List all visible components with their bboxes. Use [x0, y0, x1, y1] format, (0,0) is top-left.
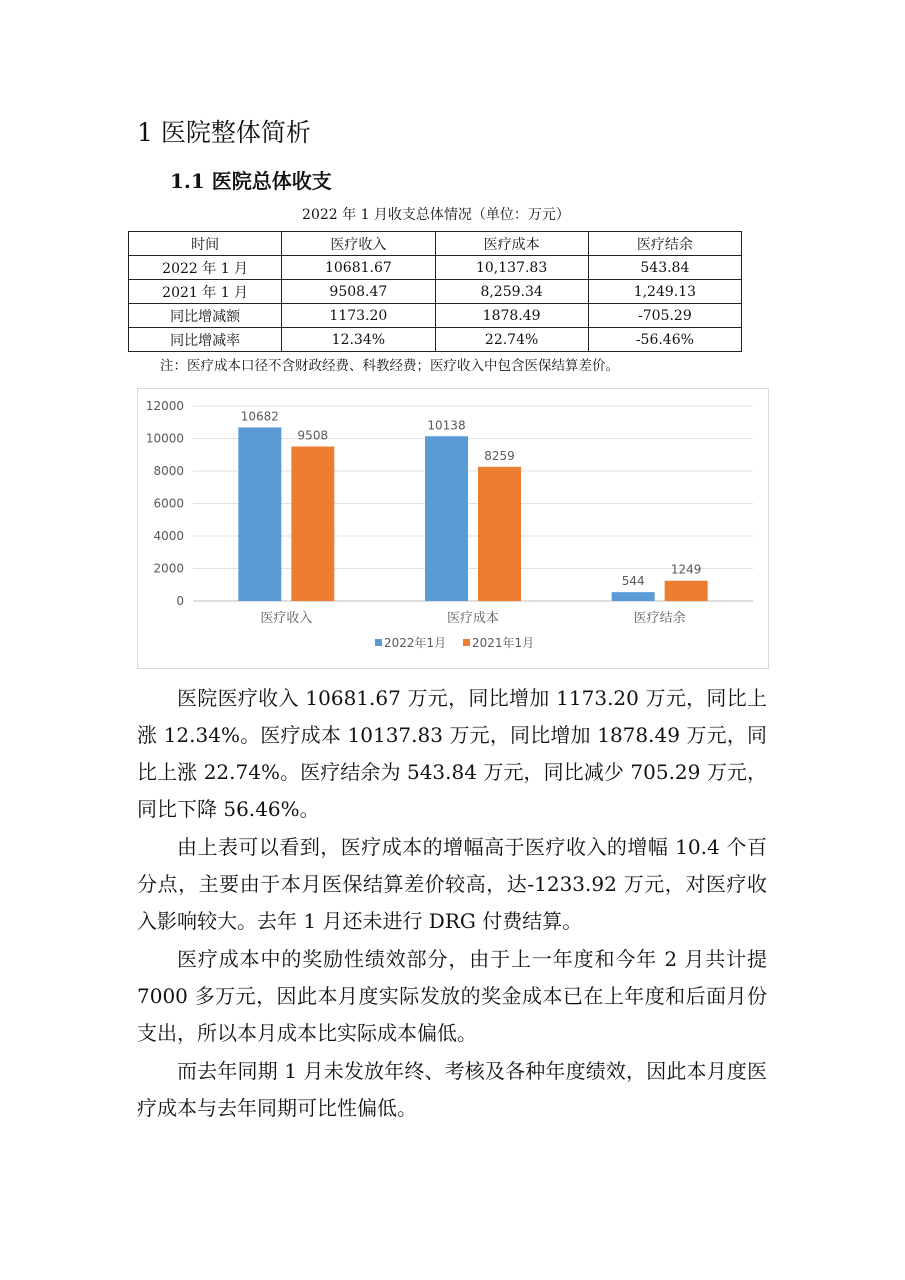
table-cell: 543.84 — [588, 256, 741, 280]
data-label: 10138 — [427, 418, 466, 433]
table-cell: -56.46% — [588, 328, 741, 352]
income-expense-table — [128, 231, 742, 352]
table-row — [129, 256, 742, 280]
table-cell: 1878.49 — [435, 304, 588, 328]
data-label: 1249 — [670, 562, 702, 577]
bar — [665, 581, 708, 601]
table-header-row — [129, 232, 742, 256]
header-cell: 医疗收入 — [282, 232, 435, 256]
data-label: 544 — [621, 574, 645, 589]
paragraph: 医疗成本中的奖励性绩效部分，由于上一年度和今年 2 月共计提 7000 多万元，因此本月度实际发放的奖金成本已在上年度和后面月份支出，所以本月成本比实际成本偏低。 — [137, 947, 767, 1045]
legend-label: 2021年1月 — [472, 636, 535, 650]
table-cell: 同比增减率 — [129, 328, 282, 352]
header-cell: 医疗成本 — [435, 232, 588, 256]
bar — [478, 467, 521, 601]
paragraph: 由上表可以看到，医疗成本的增幅高于医疗收入的增幅 10.4 个百分点，主要由于本月医保结算差价较高，达-1233.92 万元，对医疗收入影响较大。去年 1 月还未进行 DRG 付费结算。 — [137, 835, 767, 933]
y-tick-label: 6000 — [153, 496, 184, 511]
bar — [291, 446, 334, 601]
table-cell: 10681.67 — [282, 256, 435, 280]
bar — [238, 427, 281, 601]
table-cell: 2021 年 1 月 — [129, 280, 282, 304]
x-tick-label: 医疗结余 — [633, 611, 686, 626]
table-cell: 12.34% — [282, 328, 435, 352]
table-note: 注：医疗成本口径不含财政经费、科教经费；医疗收入中包含医保结算差价。 — [160, 358, 619, 374]
y-tick-label: 8000 — [153, 464, 184, 478]
y-tick-label: 2000 — [153, 561, 184, 576]
bar — [425, 436, 468, 601]
table-cell: 1,249.13 — [588, 280, 741, 304]
table-cell: 2022 年 1 月 — [129, 256, 282, 280]
table-cell: 1173.20 — [282, 304, 435, 328]
data-label: 8259 — [484, 448, 515, 463]
x-tick-label: 医疗成本 — [446, 611, 500, 626]
table-cell: 10,137.83 — [435, 256, 588, 280]
table-row — [129, 280, 742, 304]
bar — [612, 592, 655, 601]
section-heading: 1 医院整体简析 — [137, 118, 311, 147]
table-caption: 2022 年 1 月收支总体情况（单位：万元） — [302, 207, 570, 223]
table-row — [129, 328, 742, 352]
x-tick-label: 医疗收入 — [260, 611, 313, 626]
bar-chart — [137, 388, 769, 669]
subsection-heading: 1.1 医院总体收支 — [170, 169, 332, 193]
legend-swatch — [463, 639, 470, 646]
header-cell: 医疗结余 — [588, 232, 741, 256]
legend-swatch — [375, 639, 382, 646]
paragraph: 医院医疗收入 10681.67 万元，同比增加 1173.20 万元，同比上涨 12.34%。医疗成本 10137.83 万元，同比增加 1878.49 万元，同比上涨 22.74%。医疗结余为 543.84 万元，同比减少 705.29 万元，同比下降 56.46%。 — [137, 686, 767, 821]
data-label: 10682 — [240, 409, 279, 424]
y-tick-label: 0 — [176, 594, 184, 608]
table-cell: 9508.47 — [282, 280, 435, 304]
y-tick-label: 10000 — [145, 431, 184, 446]
data-label: 9508 — [297, 428, 329, 443]
bar-chart-svg — [138, 389, 768, 668]
y-tick-label: 12000 — [145, 399, 184, 413]
table-cell: 8,259.34 — [435, 280, 588, 304]
paragraph: 而去年同期 1 月未发放年终、考核及各种年度绩效，因此本月度医疗成本与去年同期可比性偏低。 — [137, 1059, 767, 1120]
y-tick-label: 4000 — [153, 529, 184, 543]
header-cell: 时间 — [129, 232, 282, 256]
table-cell: 22.74% — [435, 328, 588, 352]
table-row — [129, 304, 742, 328]
legend-label: 2022年1月 — [384, 636, 447, 650]
table-cell: 同比增减额 — [129, 304, 282, 328]
table-cell: -705.29 — [588, 304, 741, 328]
